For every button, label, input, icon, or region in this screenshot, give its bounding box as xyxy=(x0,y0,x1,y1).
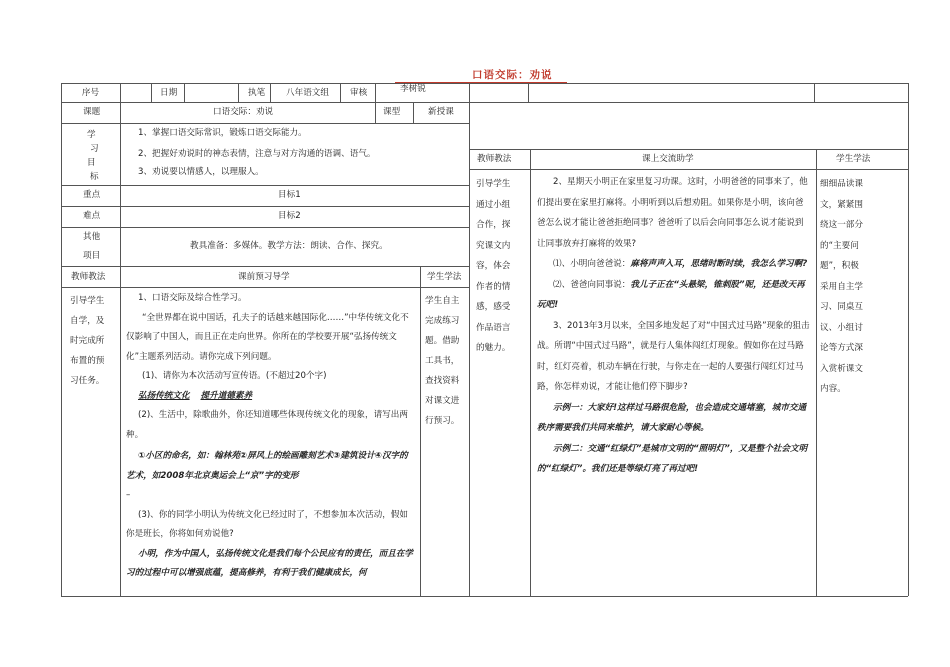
help-content xyxy=(537,172,811,595)
help-answer-2 xyxy=(537,275,811,316)
right-teacher-header: 教师教法 xyxy=(477,154,512,164)
note-line: 合作，探 xyxy=(476,220,511,230)
help-question-2: ⑵、爸爸向同事说： xyxy=(553,279,631,290)
preview-dash: – xyxy=(126,490,131,500)
right-student-notes xyxy=(820,174,906,400)
preview-answer-3: 小明，作为中国人，弘扬传统文化是我们每个公民应有的责任，而且在学习的过程中可以增强底蕴，提高修养，有利于我们健康成长，何 xyxy=(126,548,414,578)
reviewer-value: 李树锐 xyxy=(400,84,426,94)
help-answer-1-text: 麻将声声入耳，思绪时断时续，我怎么学习啊? xyxy=(630,259,808,269)
help-answer-2-text: 我儿子正在“头悬梁，锥刺股”呢，还是改天再玩吧! xyxy=(537,279,805,310)
note-line: 的“主要问 xyxy=(820,240,859,251)
note-line: 时完成所 xyxy=(70,336,105,346)
note-line: 习、同桌互 xyxy=(820,302,863,312)
topic-value: 口语交际：劝说 xyxy=(213,107,274,117)
key-point-value: 目标1 xyxy=(278,190,301,200)
note-line: 题。借助 xyxy=(425,336,460,346)
note-line: 引导学生 xyxy=(476,179,511,189)
left-teacher-notes xyxy=(70,291,118,391)
preview-answer-1 xyxy=(126,387,414,407)
left-student-header: 学生学法 xyxy=(427,272,462,282)
difficulty-label: 难点 xyxy=(83,211,101,221)
note-line: 细细品读课 xyxy=(820,179,863,189)
goal-label-char: 习 xyxy=(90,144,99,154)
right-help-header: 课上交流助学 xyxy=(642,154,694,164)
topic-label: 课题 xyxy=(83,107,101,117)
note-line: 的魅力。 xyxy=(476,343,511,353)
note-line: 对课文进 xyxy=(425,396,460,406)
seq-label: 序号 xyxy=(81,88,100,98)
help-answer-1 xyxy=(537,254,811,275)
goal-label-char: 目 xyxy=(87,158,96,168)
difficulty-value: 目标2 xyxy=(278,211,301,221)
help-question-1: ⑴、小明向爸爸说： xyxy=(553,259,631,269)
help-example-1: 示例一：大家好!这样过马路很危险，也会造成交通堵塞，城市交通秩序需要我们共同来维护，请大家耐心等候。 xyxy=(537,402,807,433)
note-line: 行预习。 xyxy=(425,416,460,426)
goal-label-char: 标 xyxy=(90,172,99,182)
note-line: 学生自主 xyxy=(425,296,460,306)
type-label: 课型 xyxy=(383,107,401,117)
note-line: 内容。 xyxy=(820,384,846,394)
note-line: 绕这一部分 xyxy=(820,220,863,230)
note-line: 议、小组讨 xyxy=(820,322,863,333)
note-line: 论等方式深 xyxy=(820,343,863,353)
note-line: 通过小组 xyxy=(476,199,511,210)
note-line: 采用自主学 xyxy=(820,281,863,292)
note-line: 自学，及 xyxy=(70,316,105,326)
goal-item: 1、掌握口语交际常识，锻炼口语交际能力。 xyxy=(138,128,307,138)
note-line: 引导学生 xyxy=(70,296,105,306)
note-line: 入赏析课文 xyxy=(820,363,863,374)
note-line: 题”，积极 xyxy=(820,261,859,271)
note-line: 习任务。 xyxy=(70,376,105,386)
help-item-2: 2、星期天小明正在家里复习功课。这时，小明爸爸的同事来了，他们提出要在家里打麻将。小明听到以后想劝阻。如果你是小明，该向爸爸怎么说才能让爸爸拒绝同事？爸爸听了以后会向同事怎么说才能说到让同事放弃打麻将的效果? xyxy=(537,177,808,249)
preview-answer-2: ①小区的命名，如：翰林苑②屏风上的绘画雕刻艺术③建筑设计④汉字的艺术，如2008年北京奥运会上“京”字的变形 xyxy=(126,451,408,481)
group-value: 八年语文组 xyxy=(286,88,329,98)
note-line: 容，体会 xyxy=(476,261,511,271)
note-line: 究课文内 xyxy=(476,240,511,251)
left-preview-header: 课前预习导学 xyxy=(238,272,290,282)
note-line: 作品语言 xyxy=(476,322,511,333)
preview-content xyxy=(126,289,414,595)
goal-label-char: 学 xyxy=(87,130,96,140)
page-title: 口语交际：劝说 xyxy=(472,69,553,81)
note-line: 布置的预 xyxy=(70,356,105,366)
type-value: 新授课 xyxy=(428,107,454,117)
goal-item: 3、劝说要以情感人，以理服人。 xyxy=(138,167,264,177)
slogan-part-1: 弘扬传统文化 xyxy=(138,390,190,401)
key-point-label: 重点 xyxy=(83,190,101,200)
other-label: 其他 xyxy=(83,232,101,242)
note-line: 文，紧紧围 xyxy=(820,199,863,210)
help-item-3: 3、2013年3月以来，全国多地发起了对“中国式过马路”现象的狙击战。所谓“中国式过马路”，就是行人集体闯红灯现象。假如你在过马路时，红灯亮着，机动车辆在行驶，与你走在一起的人要强行闯红灯过马路，你怎样劝说，才能让他们停下脚步? xyxy=(537,320,810,392)
preview-question-3: (3)、你的同学小明认为传统文化已经过时了，不想参加本次活动，假如你是班长，你将如何劝说他? xyxy=(126,509,408,539)
review-label: 审核 xyxy=(350,88,368,98)
note-line: 作者的情 xyxy=(476,281,511,292)
left-teacher-header: 教师教法 xyxy=(71,272,106,282)
preview-intro: “全世界都在说中国话，孔夫子的话越来越国际化……”中华传统文化不仅影响了中国人，而且正在走向世界。你所在的学校要开展“弘扬传统文化”主题系列活动。请你完成下列问题。 xyxy=(126,312,409,362)
note-line: 查找资料 xyxy=(425,376,460,386)
help-example-2: 示例二：交通“红绿灯”是城市文明的“照明灯”，又是整个社会文明的“红绿灯”。我们还是等绿灯亮了再过吧! xyxy=(537,443,808,474)
slogan-part-2: 提升道德素养 xyxy=(200,390,253,401)
left-student-notes xyxy=(425,291,469,431)
right-teacher-notes xyxy=(476,174,528,359)
right-student-header: 学生学法 xyxy=(836,154,871,164)
preview-item-1: 1、口语交际及综合性学习。 xyxy=(138,293,247,303)
date-label: 日期 xyxy=(160,88,178,98)
preview-question-2: (2)、生活中，除歌曲外，你还知道哪些体现传统文化的现象，请写出两种。 xyxy=(126,410,408,440)
other-label: 项目 xyxy=(83,251,101,261)
writer-label: 执笔 xyxy=(248,88,266,98)
preview-question-1: (1)、请你为本次活动写宣传语。(不超过20个字) xyxy=(142,371,327,381)
note-line: 感，感受 xyxy=(476,302,511,312)
note-line: 工具书， xyxy=(425,356,460,366)
other-value: 教具准备：多媒体。教学方法：朗读、合作、探究。 xyxy=(190,241,388,251)
goal-item: 2、把握好劝说时的神态表情，注意与对方沟通的语调、语气。 xyxy=(138,149,376,159)
note-line: 完成练习 xyxy=(425,316,460,326)
